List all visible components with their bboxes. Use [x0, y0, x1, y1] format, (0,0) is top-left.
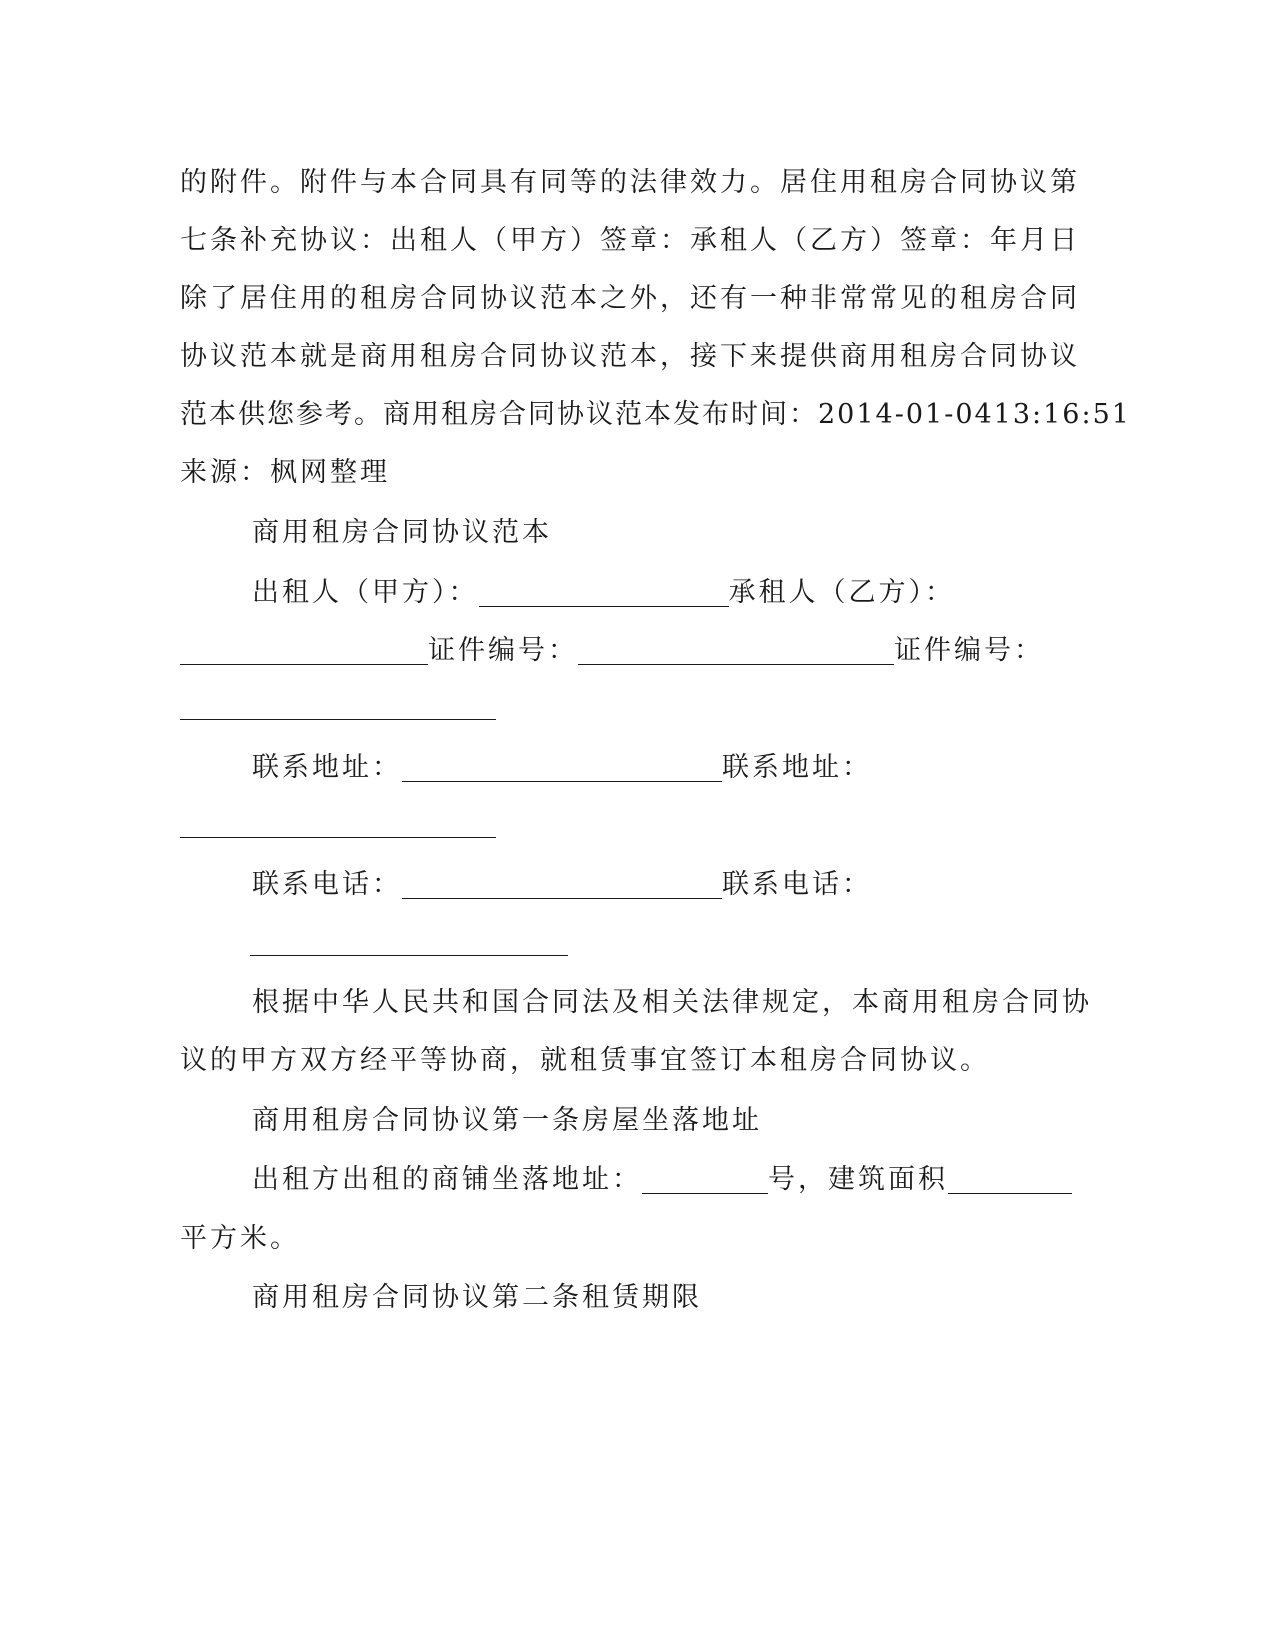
intro-line-1: 的附件。附件与本合同具有同等的法律效力。居住用租房合同协议第 — [180, 167, 1080, 198]
preamble-line-1: 根据中华人民共和国合同法及相关法律规定，本商用租房合同协 — [252, 987, 1092, 1018]
address-number-blank — [642, 1163, 768, 1194]
intro-line-6: 来源：枫网整理 — [180, 457, 390, 488]
id-label-2: 证件编号： — [894, 635, 1044, 666]
address-row — [252, 748, 872, 788]
address-label-1: 联系地址： — [252, 752, 402, 783]
address-label-2: 联系地址： — [722, 752, 872, 783]
intro-line-4: 协议范本就是商用租房合同协议范本，接下来提供商用租房合同协议 — [180, 341, 1080, 372]
address-blank-2 — [180, 837, 496, 838]
phone-label-1: 联系电话： — [252, 869, 402, 900]
article-1-text-a: 出租方出租的商铺坐落地址： — [252, 1164, 642, 1195]
intro-line-3: 除了居住用的租房合同协议范本之外，还有一种非常常见的租房合同 — [180, 283, 1080, 314]
article-2-title: 商用租房合同协议第二条租赁期限 — [252, 1282, 702, 1313]
lessee-label: 承租人（乙方）： — [728, 577, 955, 608]
id-row — [180, 631, 1044, 671]
phone-label-2: 联系电话： — [722, 869, 872, 900]
id-label-1: 证件编号： — [428, 635, 578, 666]
article-1-text — [252, 1160, 1072, 1200]
lessor-label: 出租人（甲方）： — [252, 577, 479, 608]
lessee-blank — [180, 634, 428, 665]
article-1-text-b: 号，建筑面积 — [768, 1164, 948, 1195]
address-blank-1 — [402, 751, 722, 782]
lessor-blank — [479, 576, 729, 607]
phone-row — [252, 865, 872, 905]
id-blank-1 — [578, 634, 894, 665]
lessor-row — [252, 573, 955, 613]
id-blank-2 — [180, 719, 496, 720]
intro-line-5: 范本供您参考。商用租房合同协议范本发布时间：2014-01-0413:16:51 — [180, 399, 1131, 430]
article-1-title: 商用租房合同协议第一条房屋坐落地址 — [252, 1105, 762, 1136]
phone-blank-2 — [250, 955, 568, 956]
article-1-text-c: 平方米。 — [180, 1223, 300, 1254]
intro-line-2: 七条补充协议：出租人（甲方）签章：承租人（乙方）签章：年月日 — [180, 225, 1080, 256]
preamble-line-2: 议的甲方双方经平等协商，就租赁事宜签订本租房合同协议。 — [180, 1045, 990, 1076]
area-blank — [948, 1163, 1072, 1194]
document-heading: 商用租房合同协议范本 — [252, 517, 552, 548]
phone-blank-1 — [402, 868, 722, 899]
